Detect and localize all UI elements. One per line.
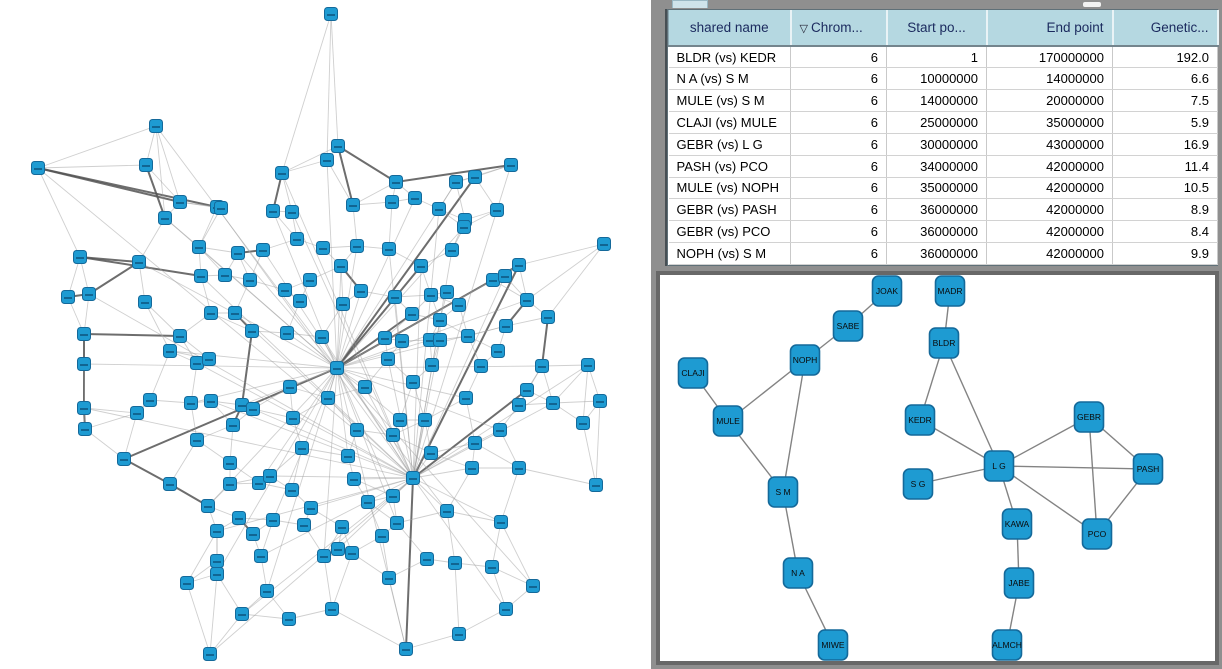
subnetwork-edge-NOPH-SM[interactable] (783, 360, 805, 492)
network-edge (459, 609, 506, 634)
subnetwork-node-label-PASH: PASH (1136, 464, 1160, 474)
subnetwork-edge-LG-PASH[interactable] (999, 466, 1148, 469)
network-edge (327, 14, 331, 160)
table-cell[interactable]: 6 (791, 46, 887, 68)
network-edge (527, 244, 604, 300)
table-cell[interactable]: GEBR (vs) PASH (669, 199, 791, 221)
table-cell[interactable]: 6 (791, 68, 887, 90)
table-cell[interactable]: 170000000 (987, 46, 1113, 68)
table-cell[interactable]: 6 (791, 155, 887, 177)
table-cell[interactable]: BLDR (vs) KEDR (669, 46, 791, 68)
edge-table-header (669, 10, 1218, 46)
network-edge (413, 403, 553, 478)
table-cell[interactable]: 42000000 (987, 155, 1113, 177)
network-edge (38, 168, 180, 202)
table-cell[interactable]: 43000000 (987, 133, 1113, 155)
table-row[interactable] (669, 68, 1218, 90)
table-cell[interactable]: 192.0 (1113, 46, 1218, 68)
table-cell[interactable]: GEBR (vs) L G (669, 133, 791, 155)
table-cell[interactable]: 16.9 (1113, 133, 1218, 155)
network-edge (238, 253, 337, 368)
column-header-chrom---[interactable]: ▽ Chrom... (791, 10, 887, 46)
table-cell[interactable]: 14000000 (887, 90, 987, 112)
table-row[interactable] (669, 199, 1218, 221)
network-edge (38, 126, 156, 168)
table-cell[interactable]: 8.9 (1113, 199, 1218, 221)
table-cell[interactable]: 10.5 (1113, 177, 1218, 199)
network-edge (324, 556, 332, 609)
table-cell[interactable]: PASH (vs) PCO (669, 155, 791, 177)
network-edge (413, 478, 501, 522)
table-cell[interactable]: 6 (791, 243, 887, 265)
table-cell[interactable]: 8.4 (1113, 221, 1218, 243)
network-edge (85, 413, 137, 429)
subnetwork-node-label-KAWA: KAWA (1004, 519, 1030, 529)
network-edge (337, 366, 542, 368)
table-cell[interactable]: 6 (791, 177, 887, 199)
column-header-shared-name[interactable]: shared name (669, 10, 791, 46)
network-edge (413, 478, 506, 609)
table-cell[interactable]: 6 (791, 90, 887, 112)
network-edge (337, 266, 341, 368)
subnetwork-node-label-NA: N A (791, 568, 805, 578)
network-edge (447, 511, 455, 563)
network-edge (406, 634, 459, 649)
table-cell[interactable]: 42000000 (987, 199, 1113, 221)
network-edge (548, 244, 604, 317)
subnetwork-node-label-JOAK: JOAK (875, 286, 899, 296)
network-edge (553, 401, 600, 403)
network-edge (84, 334, 180, 336)
network-edge (282, 14, 331, 173)
network-edge (354, 478, 413, 479)
network-edge (389, 202, 392, 249)
column-header-start-po---[interactable]: Start po... (887, 10, 987, 46)
network-edge (150, 351, 170, 400)
table-row[interactable] (669, 90, 1218, 112)
table-cell[interactable]: 36000000 (887, 199, 987, 221)
subnetwork-node-label-MADR: MADR (937, 286, 963, 296)
table-cell[interactable]: 6 (791, 199, 887, 221)
table-cell[interactable]: CLAJI (vs) MULE (669, 112, 791, 134)
subnetwork-node-label-MIWE: MIWE (821, 640, 845, 650)
table-cell[interactable]: 34000000 (887, 155, 987, 177)
table-cell[interactable]: 42000000 (987, 177, 1113, 199)
table-cell[interactable]: 35000000 (987, 112, 1113, 134)
network-edge (542, 317, 548, 366)
network-edge (332, 609, 406, 649)
subnetwork-node-label-JABE: JABE (1008, 578, 1030, 588)
network-edge (397, 511, 447, 523)
network-edge (583, 365, 588, 423)
edge-table (668, 10, 1219, 265)
edge-table-body (669, 46, 1218, 265)
subnetwork-edge-GEBR-PCO[interactable] (1089, 417, 1097, 534)
table-cell[interactable]: 6.6 (1113, 68, 1218, 90)
table-row[interactable] (669, 155, 1218, 177)
subnetwork-node-label-PCO: PCO (1087, 529, 1107, 539)
table-cell[interactable]: MULE (vs) S M (669, 90, 791, 112)
network-edge (406, 478, 413, 649)
filter-icon[interactable]: ▽ (799, 23, 808, 35)
table-row[interactable] (669, 243, 1218, 265)
network-edge (519, 468, 596, 485)
table-cell[interactable]: 42000000 (987, 221, 1113, 243)
table-cell[interactable]: 14000000 (987, 68, 1113, 90)
network-edge (145, 302, 170, 351)
subnetwork-view[interactable] (656, 271, 1219, 665)
network-edge (84, 408, 137, 413)
network-edge (187, 583, 210, 654)
table-cell[interactable]: 25000000 (887, 112, 987, 134)
table-cell[interactable]: 6 (791, 112, 887, 134)
table-row[interactable] (669, 46, 1218, 68)
table-cell[interactable]: 6 (791, 221, 887, 243)
table-cell[interactable]: 11.4 (1113, 155, 1218, 177)
column-header-end-point[interactable]: End point (987, 10, 1113, 46)
subnetwork-node-label-SM: S M (775, 487, 791, 497)
network-edge (455, 563, 459, 634)
table-cell[interactable]: 36000000 (887, 243, 987, 265)
subnetwork-node-label-LG: L G (992, 461, 1006, 471)
network-edge (211, 401, 413, 478)
table-row[interactable] (669, 133, 1218, 155)
subnetwork-node-label-ALMCH: ALMCH (992, 640, 1022, 650)
table-cell[interactable]: 9.9 (1113, 243, 1218, 265)
network-edge (583, 423, 596, 485)
table-cell[interactable]: 5.9 (1113, 112, 1218, 134)
column-header-genetic---[interactable]: Genetic... (1113, 10, 1218, 46)
table-cell[interactable]: NOPH (vs) S M (669, 243, 791, 265)
network-edge (596, 401, 600, 485)
subnetwork-node-label-MULE: MULE (716, 416, 740, 426)
network-edge (501, 522, 533, 586)
subnetwork-node-label-GEBR: GEBR (1076, 412, 1102, 422)
table-cell[interactable]: MULE (vs) NOPH (669, 177, 791, 199)
table-cell[interactable]: 10000000 (887, 68, 987, 90)
table-row[interactable] (669, 112, 1218, 134)
network-edge (242, 614, 289, 619)
subnetwork-node-label-SG: S G (910, 479, 926, 489)
network-edge (38, 165, 146, 168)
table-cell[interactable]: 42000000 (987, 243, 1113, 265)
network-edge (89, 262, 139, 294)
network-edge (38, 168, 80, 257)
network-edge (332, 553, 352, 609)
subnetwork-node-label-BLDR: BLDR (932, 338, 956, 348)
network-edge (501, 468, 519, 522)
subnetwork-svg (660, 275, 1215, 661)
subnetwork-node-label-CLAJI: CLAJI (681, 368, 705, 378)
network-edge (322, 337, 413, 478)
table-cell[interactable]: 36000000 (887, 221, 987, 243)
network-edge (331, 14, 338, 146)
table-cell[interactable]: 30000000 (887, 133, 987, 155)
table-row[interactable] (669, 177, 1218, 199)
network-edge (242, 331, 252, 405)
table-row[interactable] (669, 221, 1218, 243)
edge-attribute-panel (667, 9, 1218, 266)
table-cell[interactable]: 7.5 (1113, 90, 1218, 112)
subnetwork-node-label-NOPH: NOPH (792, 355, 818, 365)
table-cell[interactable]: GEBR (vs) PCO (669, 221, 791, 243)
scrollbar-fragment[interactable] (1083, 2, 1101, 7)
table-cell[interactable]: N A (vs) S M (669, 68, 791, 90)
network-edge (519, 244, 604, 265)
table-cell[interactable]: 20000000 (987, 90, 1113, 112)
network-edge (210, 574, 217, 654)
table-cell[interactable]: 6 (791, 133, 887, 155)
subnetwork-edge-BLDR-LG[interactable] (944, 343, 999, 466)
subnetwork-node-label-KEDR: KEDR (908, 415, 932, 425)
network-edge (413, 365, 588, 478)
table-cell[interactable]: 35000000 (887, 177, 987, 199)
tab-fragment[interactable] (672, 0, 708, 8)
table-cell[interactable]: 1 (887, 46, 987, 68)
subnetwork-node-label-SABE: SABE (836, 321, 860, 331)
network-edge (217, 368, 337, 574)
